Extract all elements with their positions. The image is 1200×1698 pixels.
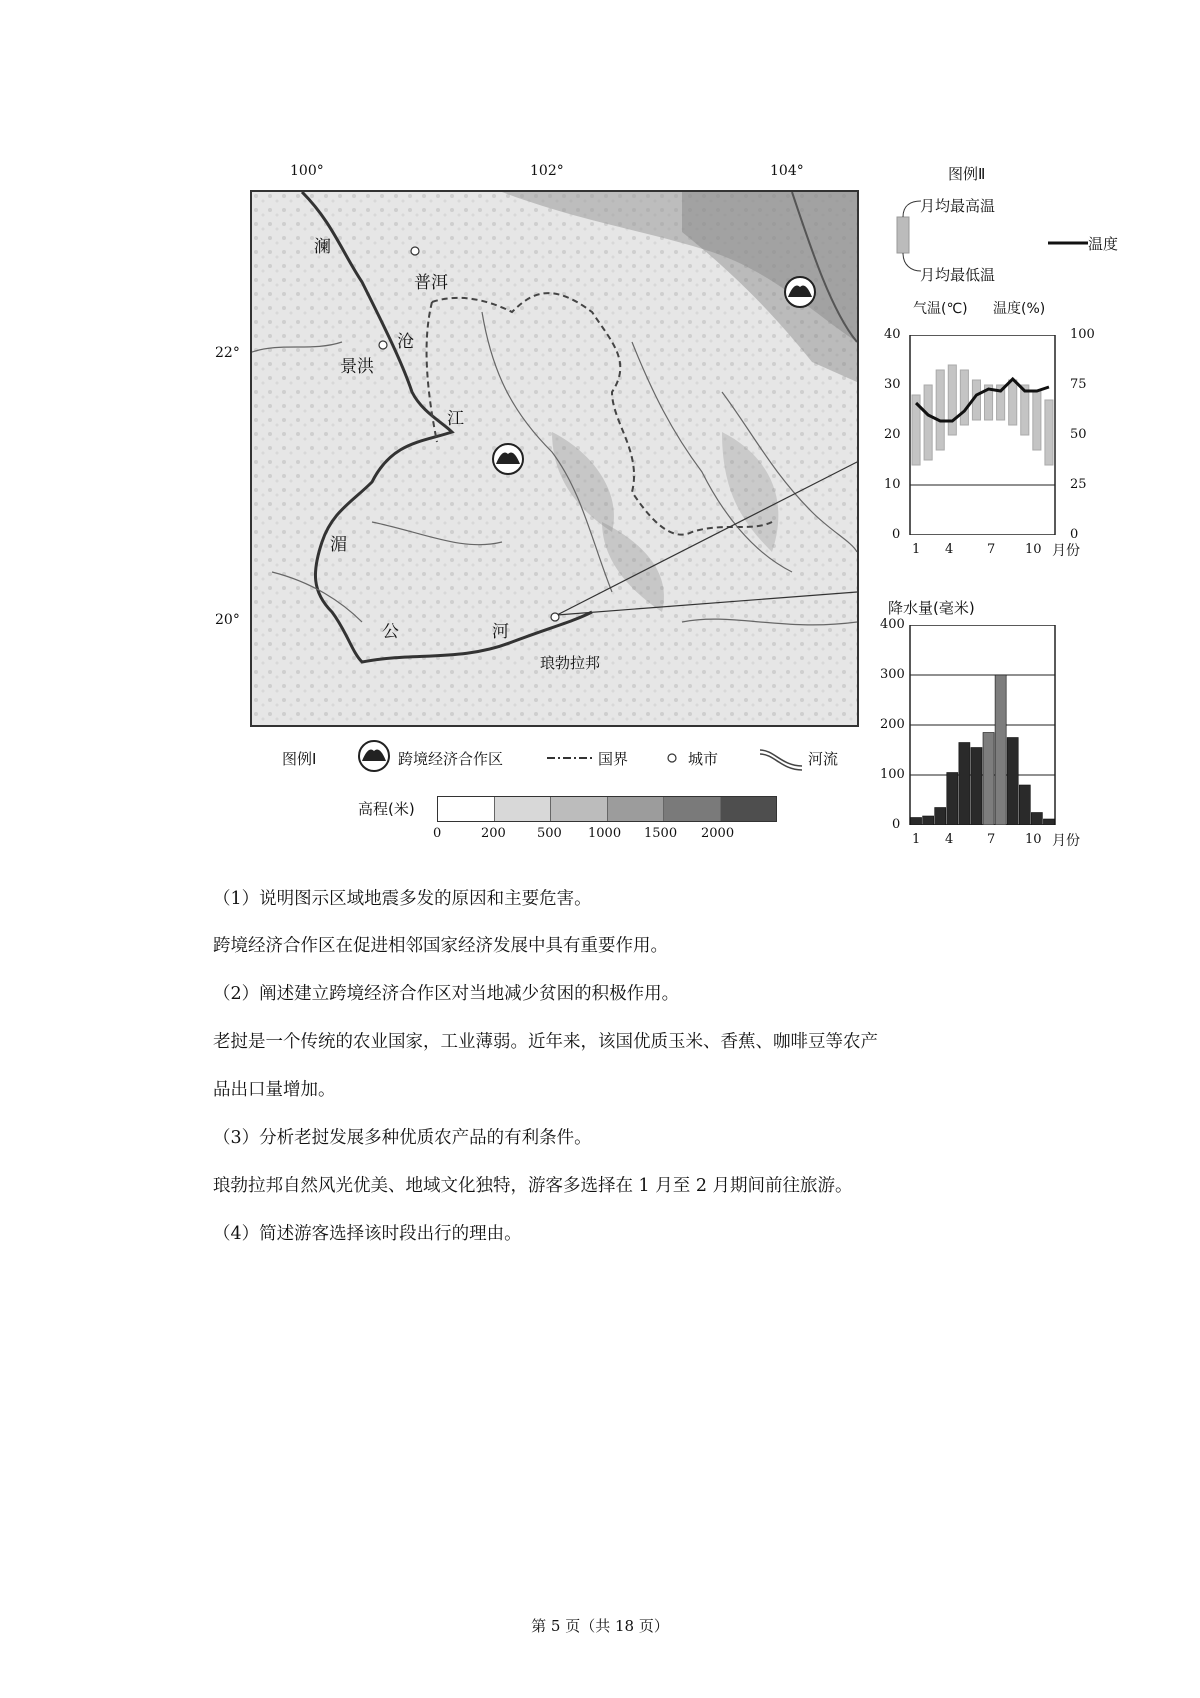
climate-right-tick-25: 25 [1070, 477, 1087, 492]
elevation-scale [437, 796, 777, 822]
legend2-title: 图例Ⅱ [948, 165, 986, 183]
precip-x-tick-1: 1 [912, 832, 921, 847]
lat-22: 22° [215, 345, 240, 361]
lat-20: 20° [215, 612, 240, 628]
elev-tick-2000: 2000 [701, 826, 735, 841]
precip-bar [1007, 738, 1018, 826]
precip-x-tick-10: 10 [1025, 832, 1042, 847]
temp-range-bar [1009, 380, 1017, 425]
elev-tick-500: 500 [537, 826, 562, 841]
precip-bar [971, 748, 982, 826]
precip-y-tick-100: 100 [880, 767, 905, 782]
legend2-humidity: 温度 [1088, 235, 1119, 253]
temp-range-bar [936, 370, 944, 450]
precip-bar [1043, 819, 1054, 825]
precip-y-tick-300: 300 [880, 667, 905, 682]
temp-range-bar [960, 370, 968, 425]
precip-x-tick-4: 4 [945, 832, 954, 847]
legend1-border: 国界 [598, 750, 629, 768]
intro-text-2b: 品出口量增加。 [213, 1080, 336, 1100]
economic-zone-icon-1 [493, 444, 523, 474]
climate-right-tick-0: 0 [1070, 527, 1079, 542]
city-legend-icon [664, 750, 680, 766]
climate-right-tick-100: 100 [1070, 327, 1095, 342]
economic-zone-icon-2 [785, 277, 815, 307]
precip-x-tick-7: 7 [987, 832, 996, 847]
climate-left-label: 气温(℃) [913, 301, 968, 317]
precip-bar [983, 733, 994, 826]
temp-range-bar [1033, 390, 1041, 450]
climate-right-tick-75: 75 [1070, 377, 1087, 392]
label-jiang: 江 [447, 409, 464, 429]
legend1-river: 河流 [808, 750, 839, 768]
climate-right-label: 温度(%) [993, 301, 1046, 317]
climate-x-tick-7: 7 [987, 542, 996, 557]
precip-chart [905, 625, 1065, 825]
elev-tick-1500: 1500 [644, 826, 678, 841]
climate-left-tick-40: 40 [884, 327, 901, 342]
label-jinghong: 景洪 [340, 357, 374, 377]
label-gong: 公 [382, 622, 399, 642]
lon-100: 100° [290, 163, 324, 179]
label-mei: 湄 [330, 535, 347, 555]
elev-tick-200: 200 [481, 826, 506, 841]
economic-zone-legend-icon [356, 738, 392, 774]
precip-y-label: 降水量(毫米) [888, 599, 975, 617]
question-4: （4）简述游客选择该时段出行的理由。 [213, 1224, 522, 1244]
climate-left-tick-20: 20 [884, 427, 901, 442]
precip-y-tick-400: 400 [880, 617, 905, 632]
climate-left-tick-0: 0 [892, 527, 901, 542]
river-legend-icon [758, 744, 804, 772]
precip-bar [995, 675, 1006, 825]
label-luang-prabang: 琅勃拉邦 [540, 654, 601, 672]
elev-tick-1000: 1000 [588, 826, 622, 841]
climate-x-tick-10: 10 [1025, 542, 1042, 557]
legend1-zone: 跨境经济合作区 [398, 750, 504, 768]
relief-map [250, 190, 859, 727]
temp-range-bar [924, 385, 932, 460]
humidity-legend-icon [1046, 238, 1090, 248]
map-drawing [252, 192, 857, 725]
precip-bar [959, 743, 970, 826]
intro-text-1: 跨境经济合作区在促进相邻国家经济发展中具有重要作用。 [213, 936, 668, 956]
legend2-min: 月均最低温 [920, 266, 996, 284]
intro-text-3: 琅勃拉邦自然风光优美、地域文化独特，游客多选择在 1 月至 2 月期间前往旅游。 [213, 1176, 853, 1196]
precip-bar [1019, 785, 1030, 825]
climate-left-tick-10: 10 [884, 477, 901, 492]
precip-bar [947, 773, 958, 826]
climate-x-tick-4: 4 [945, 542, 954, 557]
climate-x-tick-1: 1 [912, 542, 921, 557]
precip-bar [935, 808, 946, 826]
precip-x-unit: 月份 [1052, 833, 1080, 849]
climate-x-unit: 月份 [1052, 543, 1080, 559]
temp-range-bar [948, 365, 956, 435]
question-1: （1）说明图示区域地震多发的原因和主要危害。 [213, 889, 592, 909]
label-cang: 沧 [397, 332, 414, 352]
border-legend-icon [545, 748, 595, 768]
elevation-label: 高程(米) [358, 800, 415, 818]
climate-left-tick-30: 30 [884, 377, 901, 392]
label-puer: 普洱 [414, 273, 448, 293]
lon-104: 104° [770, 163, 804, 179]
precip-y-tick-200: 200 [880, 717, 905, 732]
page-footer: 第 5 页（共 18 页） [531, 1617, 669, 1635]
precip-y-tick-0: 0 [892, 817, 901, 832]
legend1-title: 图例Ⅰ [282, 750, 317, 768]
precip-bar [923, 816, 934, 825]
intro-text-2a: 老挝是一个传统的农业国家，工业薄弱。近年来，该国优质玉米、香蕉、咖啡豆等农产 [213, 1032, 878, 1052]
label-lan: 澜 [314, 237, 331, 257]
climate-chart [905, 335, 1065, 535]
temp-range-bar [1045, 400, 1053, 465]
legend2-max: 月均最高温 [920, 197, 996, 215]
precip-bar [1031, 813, 1042, 826]
lon-102: 102° [530, 163, 564, 179]
question-2: （2）阐述建立跨境经济合作区对当地减少贫困的积极作用。 [213, 984, 680, 1004]
label-he: 河 [492, 622, 509, 642]
legend1-city: 城市 [688, 750, 719, 768]
elev-tick-0: 0 [433, 826, 442, 841]
precip-bar [911, 818, 922, 826]
climate-right-tick-50: 50 [1070, 427, 1087, 442]
question-3: （3）分析老挝发展多种优质农产品的有利条件。 [213, 1128, 592, 1148]
